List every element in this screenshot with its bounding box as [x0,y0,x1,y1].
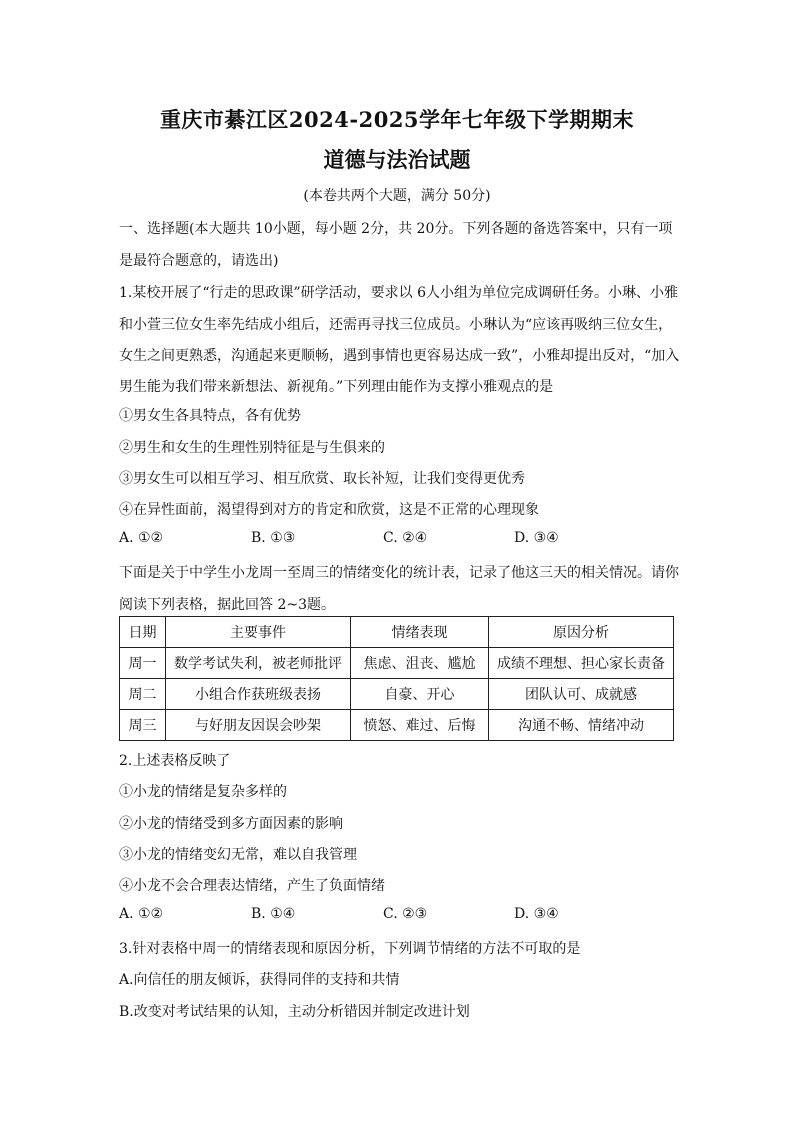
q2-item-3: ③小龙的情绪变幻无常，难以自我管理 [119,847,357,863]
q3-option-a: A.向信任的朋友倾诉，获得同伴的支持和共情 [119,972,400,988]
table-cell: 愤怒、难过、后悔 [351,710,489,741]
q2-stem: 2.上述表格反映了 [119,753,231,769]
q2-item-4: ④小龙不会合理表达情绪，产生了负面情绪 [119,878,385,894]
q1-stem-line-3: 女生之间更熟悉，沟通起来更顺畅，遇到事情也更容易达成一致”，小雅却提出反对，“加入 [119,348,680,364]
header-date: 日期 [120,617,166,648]
header-event: 主要事件 [166,617,351,648]
table-cell: 成绩不理想、担心家长责备 [489,648,674,679]
q2-item-2: ②小龙的情绪受到多方面因素的影响 [119,816,343,832]
q1-item-2: ②男生和女生的生理性别特征是与生俱来的 [119,440,385,456]
q1-option-b: B. ①③ [251,530,296,546]
q1-option-a: A. ①② [119,530,164,546]
q1-option-c: C. ②④ [383,530,428,546]
q2-option-a: A. ①② [119,906,164,922]
table-intro-line-1: 下面是关于中学生小龙周一至周三的情绪变化的统计表，记录了他这三天的相关情况。请你 [119,565,679,581]
q3-option-b: B.改变对考试结果的认知，主动分析错因并制定改进计划 [119,1004,470,1020]
q1-item-3: ③男女生可以相互学习、相互欣赏、取长补短，让我们变得更优秀 [119,471,525,487]
table-cell: 周一 [120,648,166,679]
table-cell: 与好朋友因误会吵架 [166,710,351,741]
section-heading-line-2: 是最符合题意的，请选出) [119,253,279,269]
table-cell: 数学考试失利，被老师批评 [166,648,351,679]
table-cell: 周二 [120,679,166,710]
q2-option-b: B. ①④ [251,906,296,922]
q2-item-1: ①小龙的情绪是复杂多样的 [119,784,287,800]
q1-item-4: ④在异性面前，渴望得到对方的肯定和欣赏，这是不正常的心理现象 [119,502,539,518]
q1-stem-line-1: 1.某校开展了“行走的思政课”研学活动，要求以 6人小组为单位完成调研任务。小琳、小雅 [119,285,679,301]
section-heading-line-1: 一、选择题(本大题共 10小题，每小题 2分，共 20分。下列各题的备选答案中，只有一项 [119,221,673,237]
table-cell: 自豪、开心 [351,679,489,710]
q3-stem: 3.针对表格中周一的情绪表现和原因分析，下列调节情绪的方法不可取的是 [119,941,581,957]
header-emotion: 情绪表现 [351,617,489,648]
table-row [120,710,674,741]
q1-option-d: D. ③④ [514,530,559,546]
exam-title: 重庆市綦江区2024-2025学年七年级下学期期末 [159,107,635,132]
q2-option-c: C. ②③ [383,906,428,922]
exam-note: (本卷共两个大题，满分 50分) [303,188,491,204]
table-cell: 团队认可、成就感 [489,679,674,710]
exam-subject: 道德与法治试题 [323,147,471,172]
table-cell: 焦虑、沮丧、尴尬 [351,648,489,679]
table-row [120,648,674,679]
table-cell: 小组合作获班级表扬 [166,679,351,710]
table-intro-line-2: 阅读下列表格，据此回答 2~3题。 [119,597,335,613]
table-header-row [120,617,674,648]
q1-stem-line-2: 和小萱三位女生率先结成小组后，还需再寻找三位成员。小琳认为“应该再吸纳三位女生， [119,317,673,333]
q2-option-d: D. ③④ [514,906,559,922]
table-row [120,679,674,710]
header-reason: 原因分析 [489,617,674,648]
table-cell: 周三 [120,710,166,741]
emotion-table [119,616,674,741]
q1-item-1: ①男女生各具特点，各有优势 [119,408,301,424]
q1-stem-line-4: 男生能为我们带来新想法、新视角。”下列理由能作为支撑小雅观点的是 [119,379,554,395]
table-cell: 沟通不畅、情绪冲动 [489,710,674,741]
